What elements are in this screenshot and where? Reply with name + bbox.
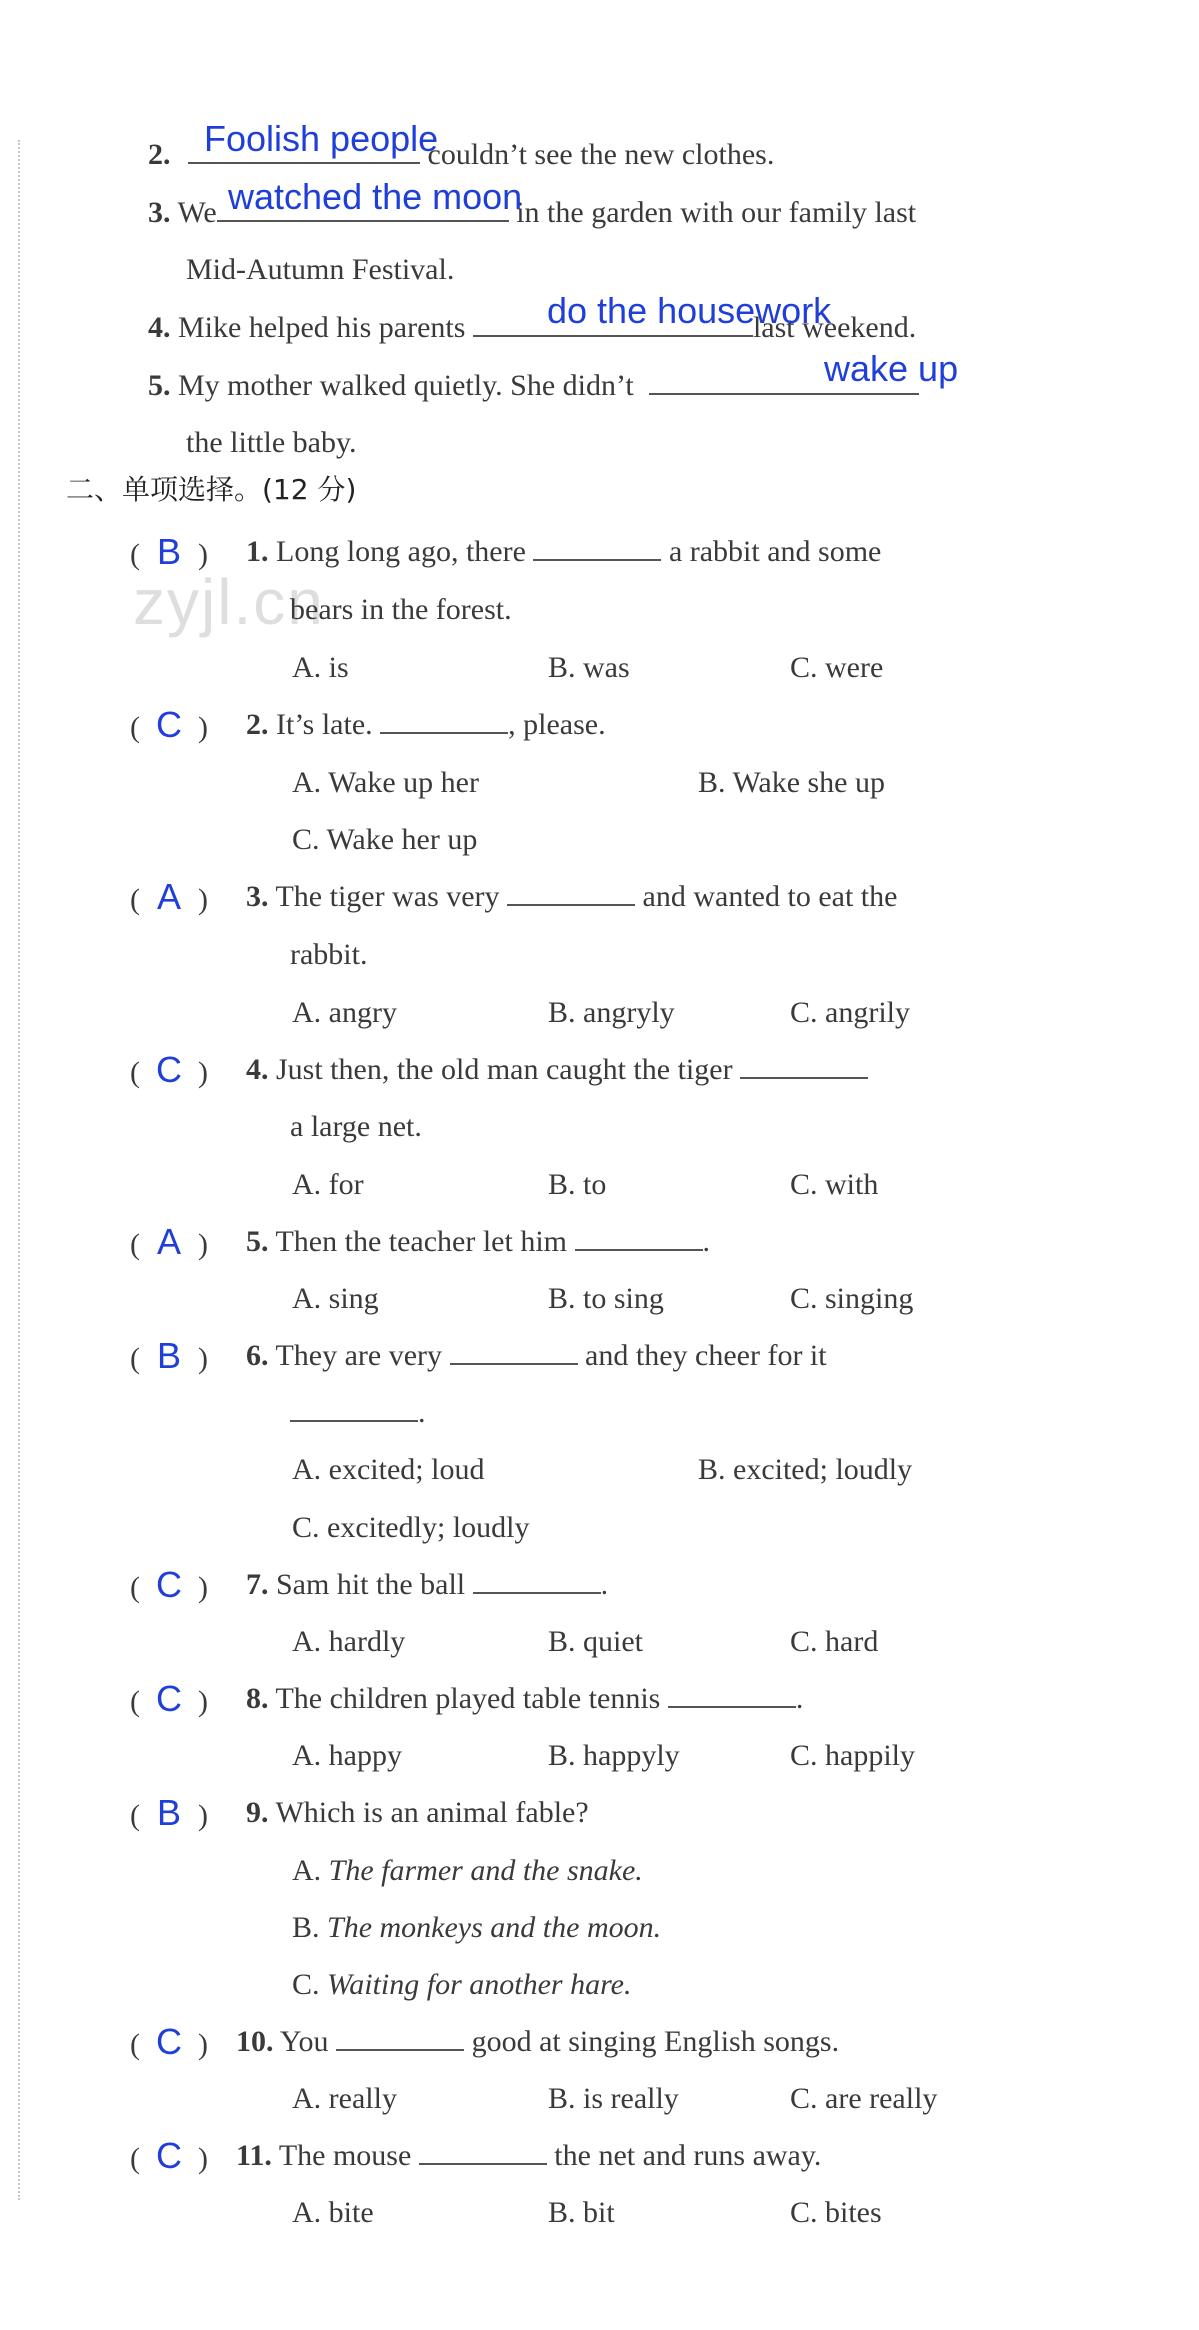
option-c: C. excitedly; loudly — [292, 1511, 530, 1544]
question-stem — [246, 877, 897, 917]
option-c: C. bites — [790, 2196, 882, 2229]
stem-text: It’s late. — [276, 708, 373, 741]
option-b: B. was — [548, 651, 630, 684]
option-c: C. angrily — [790, 996, 910, 1029]
option-c: C. were — [790, 651, 884, 684]
answer-blank — [473, 1566, 601, 1594]
handwritten-answer: wake up — [824, 348, 959, 389]
answer-blank — [450, 1337, 578, 1365]
option-b — [292, 1908, 661, 1948]
answer-paren: ( B ) — [130, 1335, 208, 1376]
answer-blank — [740, 1051, 868, 1079]
question-number: 5. — [246, 1225, 269, 1258]
item-continuation: the little baby. — [186, 426, 357, 459]
item-number: 5. — [148, 369, 171, 402]
option-a: A. for — [292, 1168, 364, 1201]
answer-paren: ( C ) — [130, 704, 208, 745]
handwritten-choice: C — [156, 2135, 182, 2176]
handwritten-choice: A — [156, 1221, 181, 1262]
stem-text: The children played table tennis — [275, 1682, 661, 1715]
handwritten-choice: B — [156, 531, 181, 572]
item-text-after: in the garden with our family last — [516, 196, 917, 229]
option-a: A. bite — [292, 2196, 374, 2229]
answer-blank — [533, 533, 661, 561]
question-number: 4. — [246, 1053, 269, 1086]
stem-text: Then the teacher let him — [275, 1225, 568, 1258]
stem-continuation-text: . — [418, 1396, 426, 1429]
answer-blank — [575, 1223, 703, 1251]
answer-paren: ( C ) — [130, 2021, 208, 2062]
handwritten-choice: C — [156, 2021, 182, 2062]
option-letter: A. — [292, 1854, 329, 1887]
stem-text-after: good at singing English songs. — [471, 2025, 840, 2058]
stem-text: They are very — [275, 1339, 443, 1372]
option-a: A. hardly — [292, 1625, 406, 1658]
question-stem — [246, 1793, 589, 1833]
stem-continuation — [290, 1393, 426, 1433]
option-b: B. bit — [548, 2196, 615, 2229]
option-a: A. happy — [292, 1739, 402, 1772]
option-c: C. singing — [790, 1282, 914, 1315]
handwritten-choice: C — [156, 1049, 182, 1090]
item-number: 3. — [148, 196, 171, 229]
fable-title: The farmer and the snake. — [328, 1854, 643, 1887]
watermark: zyjl.cn — [133, 566, 325, 638]
stem-text-after: . — [702, 1225, 711, 1258]
item-number: 2. — [148, 138, 171, 171]
option-b: B. to — [548, 1168, 607, 1201]
fable-title: Waiting for another hare. — [327, 1968, 632, 2001]
option-c: C. happily — [790, 1739, 915, 1772]
option-a: A. sing — [292, 1282, 379, 1315]
question-stem — [246, 1336, 827, 1376]
stem-text: The mouse — [278, 2139, 412, 2172]
stem-text-after: , please. — [508, 708, 606, 741]
option-b: B. quiet — [548, 1625, 643, 1658]
answer-paren: ( A ) — [130, 876, 208, 917]
question-stem — [246, 705, 606, 745]
answer-blank — [419, 2137, 547, 2165]
question-stem — [236, 2136, 821, 2176]
answer-paren: ( C ) — [130, 1049, 208, 1090]
option-c: C. with — [790, 1168, 879, 1201]
answer-blank — [290, 1394, 418, 1422]
item-text-before: We — [177, 196, 217, 229]
option-letter: C. — [292, 1968, 328, 2001]
stem-continuation: bears in the forest. — [290, 593, 512, 626]
question-stem — [246, 1565, 608, 1605]
option-b: B. to sing — [548, 1282, 664, 1315]
answer-blank — [668, 1680, 796, 1708]
question-number: 6. — [246, 1339, 269, 1372]
stem-text: Just then, the old man caught the tiger — [276, 1053, 733, 1086]
stem-text-after: and they cheer for it — [585, 1339, 827, 1372]
item-text-after: last weekend. — [752, 311, 917, 344]
handwritten-choice: B — [156, 1335, 181, 1376]
option-a: A. is — [292, 651, 349, 684]
option-b: B. is really — [548, 2082, 679, 2115]
option-b: B. happyly — [548, 1739, 680, 1772]
option-a — [292, 1851, 643, 1891]
answer-paren: ( A ) — [130, 1221, 208, 1262]
question-number: 10. — [236, 2025, 274, 2058]
answer-blank — [507, 878, 635, 906]
question-stem — [246, 1050, 868, 1090]
stem-continuation: rabbit. — [290, 938, 368, 971]
option-a: A. excited; loud — [292, 1453, 485, 1486]
option-b: B. excited; loudly — [698, 1453, 913, 1486]
question-stem — [246, 1679, 803, 1719]
answer-blank — [380, 706, 508, 734]
stem-text-after: . — [600, 1568, 609, 1601]
fill-item-5 — [148, 366, 919, 406]
handwritten-choice: C — [156, 1564, 182, 1605]
option-a: A. really — [292, 2082, 397, 2115]
stem-text: Which is an animal fable? — [275, 1796, 589, 1829]
margin-divider — [18, 140, 20, 2200]
stem-text: Sam hit the ball — [276, 1568, 466, 1601]
option-c: C. are really — [790, 2082, 938, 2115]
handwritten-answer: watched the moon — [228, 176, 523, 217]
option-b: B. angryly — [548, 996, 675, 1029]
answer-paren: ( C ) — [130, 1564, 208, 1605]
option-a: A. Wake up her — [292, 766, 479, 799]
question-stem — [246, 532, 881, 572]
answer-paren: ( C ) — [130, 2135, 208, 2176]
handwritten-answer: do the housework — [547, 290, 832, 331]
handwritten-answer: Foolish people — [204, 118, 439, 159]
stem-text-after: . — [795, 1682, 804, 1715]
handwritten-choice: C — [156, 704, 182, 745]
question-number: 7. — [246, 1568, 269, 1601]
question-number: 9. — [246, 1796, 269, 1829]
answer-paren: ( C ) — [130, 1678, 208, 1719]
option-a: A. angry — [292, 996, 397, 1029]
option-letter: B. — [292, 1911, 328, 1944]
question-number: 3. — [246, 880, 269, 913]
answer-paren: ( B ) — [130, 1792, 208, 1833]
question-stem — [236, 2022, 839, 2062]
handwritten-choice: B — [156, 1792, 181, 1833]
answer-paren: ( B ) — [130, 531, 208, 572]
section-title: 二、单项选择。(12 分) — [66, 473, 357, 506]
handwritten-choice: C — [156, 1678, 182, 1719]
option-c: C. hard — [790, 1625, 879, 1658]
item-text-before: Mike helped his parents — [178, 311, 466, 344]
stem-text-after: and wanted to eat the — [642, 880, 898, 913]
question-number: 2. — [246, 708, 269, 741]
option-b: B. Wake she up — [698, 766, 886, 799]
question-stem — [246, 1222, 710, 1262]
stem-text: You — [279, 2025, 329, 2058]
handwritten-choice: A — [156, 876, 181, 917]
question-number: 1. — [246, 535, 269, 568]
item-continuation: Mid-Autumn Festival. — [186, 253, 455, 286]
question-number: 8. — [246, 1682, 269, 1715]
option-c — [292, 1965, 631, 2005]
option-c: C. Wake her up — [292, 823, 478, 856]
stem-text-after: the net and runs away. — [554, 2139, 822, 2172]
stem-text: Long long ago, there — [276, 535, 526, 568]
stem-text: The tiger was very — [275, 880, 500, 913]
question-number: 11. — [236, 2139, 272, 2172]
item-text-before: My mother walked quietly. She didn’t — [178, 369, 634, 402]
stem-continuation: a large net. — [290, 1110, 422, 1143]
stem-text-after: a rabbit and some — [668, 535, 882, 568]
item-number: 4. — [148, 311, 171, 344]
fable-title: The monkeys and the moon. — [327, 1911, 662, 1944]
item-text-after: couldn’t see the new clothes. — [427, 138, 775, 171]
answer-blank — [336, 2023, 464, 2051]
